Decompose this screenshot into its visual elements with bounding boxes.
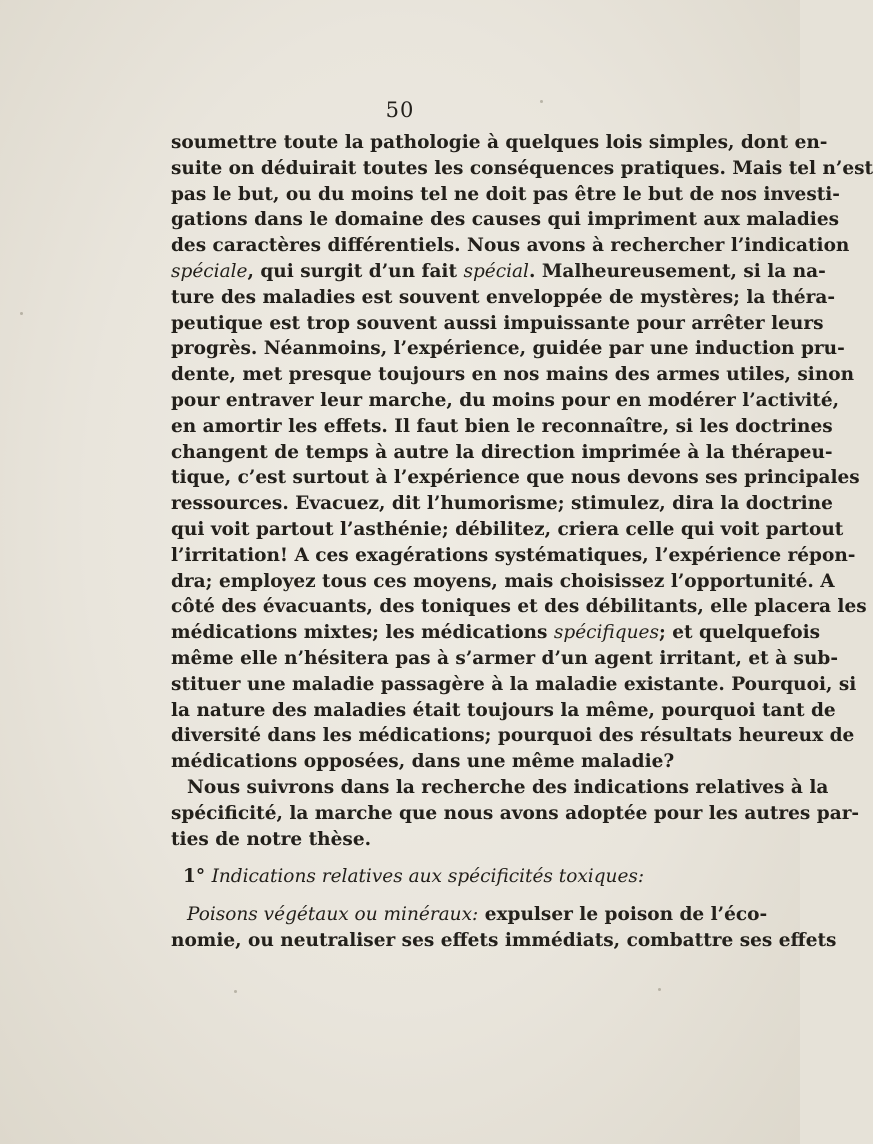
text-line: spécificité, la marche que nous avons adoptée pour les autres par-	[171, 802, 860, 824]
text-line: soumettre toute la pathologie à quelques lois simples, dont en-	[171, 132, 828, 153]
paper-speck	[658, 988, 661, 991]
text-line: nomie, ou neutraliser ses effets immédiats, combattre ses effets	[171, 929, 837, 951]
text-line: la nature des maladies était toujours la même, pourquoi tant de	[171, 699, 836, 721]
text-line: médications opposées, dans une même maladie?	[171, 751, 675, 773]
text-line: Nous suivrons dans la recherche des indications relatives à la	[187, 776, 829, 798]
text-line: tique, c’est surtout à l’expérience que nous devons ses principales	[171, 467, 860, 489]
text-line: pas le but, ou du moins tel ne doit pas être le but de nos investi-	[171, 183, 840, 205]
italic-term: spéciale	[171, 260, 248, 282]
text-line: dente, met presque toujours en nos mains des armes utiles, sinon	[171, 364, 855, 386]
italic-term: spécial	[463, 260, 529, 282]
text-line: suite on déduirait toutes les conséquences pratiques. Mais tel n’est	[171, 157, 873, 179]
text-line: pour entraver leur marche, du moins pour en modérer l’activité,	[171, 389, 840, 411]
paper-speck	[20, 312, 23, 315]
text-line: peutique est trop souvent aussi impuissante pour arrêter leurs	[171, 312, 824, 334]
text-line: même elle n’hésitera pas à s’armer d’un agent irritant, et à sub-	[171, 647, 839, 669]
text-line: ressources. Evacuez, dit l’humorisme; stimulez, dira la doctrine	[171, 493, 833, 515]
paper-speck	[234, 990, 237, 993]
text-line: des caractères différentiels. Nous avons à rechercher l’indication	[171, 235, 850, 257]
section-heading: 1° Indications relatives aux spécificités toxiques:	[183, 866, 645, 888]
text-line: gations dans le domaine des causes qui impriment aux maladies	[171, 209, 840, 231]
italic-term: spécifiques	[553, 622, 659, 644]
page-number: 50	[385, 98, 415, 122]
text-line: diversité dans les médications; pourquoi des résultats heureux de	[171, 725, 855, 747]
text-line: spéciale, qui surgit d’un fait spécial. Malheureusement, si la na-	[171, 260, 826, 282]
text-line: stituer une maladie passagère à la maladie existante. Pourquoi, si	[171, 673, 857, 695]
text-line: changent de temps à autre la direction imprimée à la thérapeu-	[171, 441, 833, 463]
text-line: l’irritation! A ces exagérations systématiques, l’expérience répon-	[171, 544, 856, 566]
italic-heading: Indications relatives aux spécificités toxiques:	[211, 866, 645, 888]
text-line: médications mixtes; les médications spécifiques; et quelquefois	[171, 622, 821, 644]
italic-term: Poisons végétaux ou minéraux:	[187, 904, 479, 926]
text-line: ties de notre thèse.	[171, 828, 372, 850]
text-line: ture des maladies est souvent enveloppée de mystères; la théra-	[171, 286, 836, 308]
body-text	[171, 130, 873, 954]
text-line: progrès. Néanmoins, l’expérience, guidée par une induction pru-	[171, 338, 845, 360]
text-line: dra; employez tous ces moyens, mais choisissez l’opportunité. A	[171, 570, 835, 592]
text-line: côté des évacuants, des toniques et des débilitants, elle placera les	[171, 596, 867, 618]
paper-speck	[540, 100, 543, 103]
text-line: en amortir les effets. Il faut bien le reconnaître, si les doctrines	[171, 415, 833, 437]
text-line: qui voit partout l’asthénie; débilitez, criera celle qui voit partout	[171, 518, 844, 540]
text-line: Poisons végétaux ou minéraux: expulser le poison de l’éco-	[187, 904, 768, 926]
